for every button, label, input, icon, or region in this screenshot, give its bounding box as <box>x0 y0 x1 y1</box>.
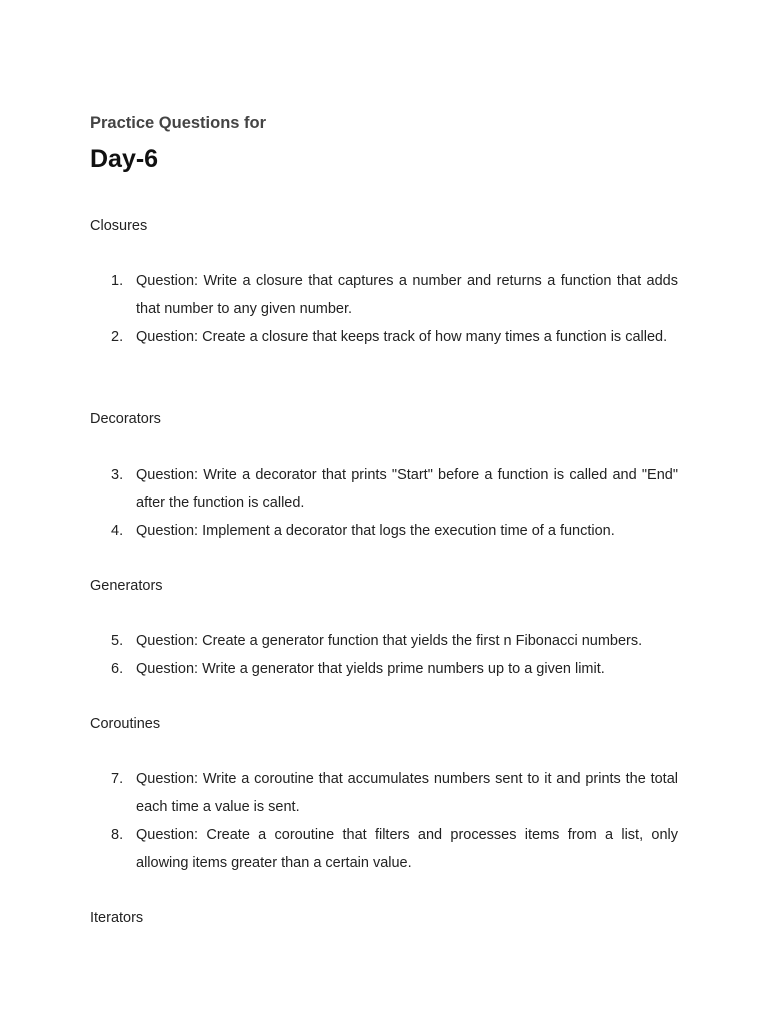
question-item <box>90 517 678 545</box>
question-number: 7. <box>111 771 124 787</box>
question-text: Question: Implement a decorator that logs the execution time of a function. <box>136 523 615 539</box>
question-item <box>90 627 678 655</box>
question-number: 2. <box>111 329 124 345</box>
section-heading-closures: Closures <box>90 218 148 234</box>
question-item <box>90 461 678 517</box>
section-heading-iterators: Iterators <box>90 910 144 926</box>
document-subtitle: Practice Questions for <box>90 114 267 132</box>
question-text: Question: Create a closure that keeps track of how many times a function is called. <box>136 329 668 345</box>
question-number: 6. <box>111 661 124 677</box>
question-number: 5. <box>111 633 124 649</box>
document-title: Day-6 <box>90 145 159 173</box>
question-item <box>90 765 678 821</box>
section-heading-coroutines: Coroutines <box>90 716 161 732</box>
question-text: Question: Write a generator that yields prime numbers up to a given limit. <box>136 661 605 677</box>
question-number: 8. <box>111 827 124 843</box>
question-text: Question: Write a coroutine that accumulates numbers sent to it and prints the total each time a value is sent. <box>136 771 678 815</box>
question-text: Question: Create a coroutine that filters and processes items from a list, only allowing items greater than a certain value. <box>136 827 678 871</box>
question-item <box>90 323 678 351</box>
question-item <box>90 267 678 323</box>
question-item <box>90 821 678 877</box>
question-text: Question: Write a closure that captures a number and returns a function that adds that number to any given number. <box>136 273 678 317</box>
question-number: 3. <box>111 467 124 483</box>
section-heading-decorators: Decorators <box>90 411 161 427</box>
question-text: Question: Create a generator function that yields the first n Fibonacci numbers. <box>136 633 643 649</box>
section-heading-generators: Generators <box>90 578 163 594</box>
question-number: 1. <box>111 273 124 289</box>
question-item <box>90 655 678 683</box>
question-number: 4. <box>111 523 124 539</box>
question-text: Question: Write a decorator that prints "Start" before a function is called and "End" after the function is called. <box>136 467 678 511</box>
